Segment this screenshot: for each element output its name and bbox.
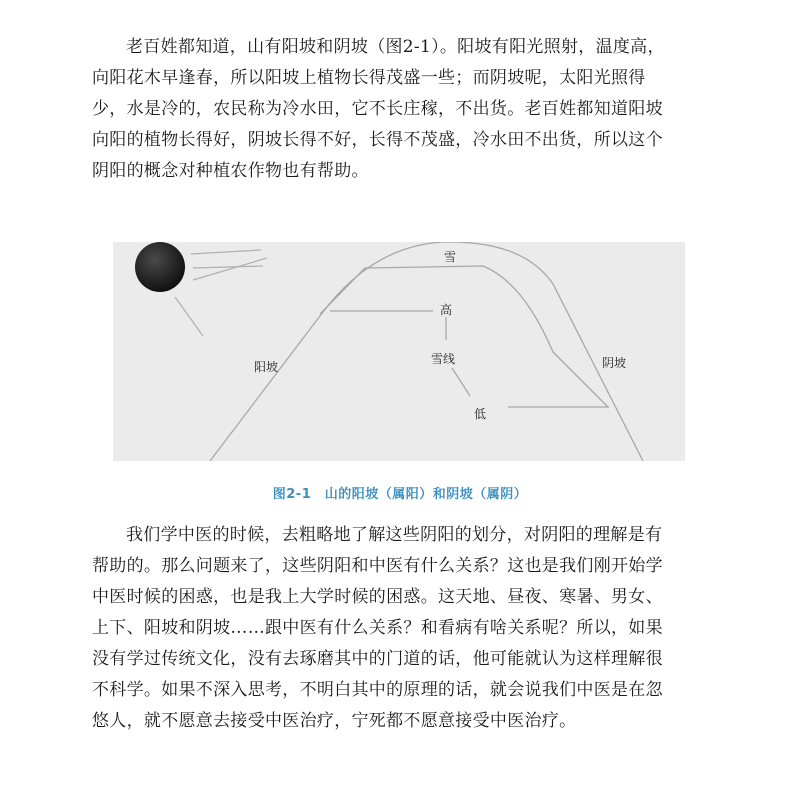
shady-slope-label: 阴坡 — [602, 356, 627, 370]
sun-ray — [191, 250, 261, 254]
paragraph-2 — [92, 520, 702, 737]
paragraph-1-line: 阴阳的概念对种植农作物也有帮助。 — [92, 161, 369, 181]
snow-label: 雪 — [444, 250, 457, 264]
snowline-label: 雪线 — [431, 352, 456, 366]
sun-rays — [175, 250, 267, 336]
paragraph-2-line: 我们学中医的时候，去粗略地了解这些阴阳的划分，对阴阳的理解是有 — [126, 525, 663, 545]
paragraph-2-line: 上下、阳坡和阴坡……跟中医有什么关系？和看病有啥关系呢？所以，如果 — [92, 618, 663, 638]
snowline-low-connector — [452, 368, 470, 396]
sun-ray — [175, 297, 203, 336]
low-label: 低 — [474, 407, 487, 421]
paragraph-1 — [92, 32, 702, 187]
paragraph-1-line: 少，水是冷的，农民称为冷水田，它不长庄稼，不出货。老百姓都知道阳坡 — [92, 99, 663, 119]
paragraph-2-line: 悠人，就不愿意去接受中医治疗，宁死都不愿意接受中医治疗。 — [92, 711, 577, 731]
sunny-slope-label: 阳坡 — [254, 360, 279, 374]
paragraph-2-line: 不科学。如果不深入思考，不明白其中的原理的话，就会说我们中医是在忽 — [92, 680, 663, 700]
outer-ridge-line — [210, 242, 643, 461]
paragraph-1-line: 向阳的植物长得好，阴坡长得不好，长得不茂盛，冷水田不出货，所以这个 — [92, 130, 663, 150]
paragraph-1-line: 向阳花木早逢春，所以阳坡上植物长得茂盛一些；而阴坡呢，太阳光照得 — [92, 68, 646, 88]
paragraph-2-line: 中医时候的困惑，也是我上大学时候的困惑。这天地、昼夜、寒暑、男女、 — [92, 587, 663, 607]
mountain-slope-figure — [113, 242, 685, 461]
sun-icon — [135, 242, 185, 292]
mountain-outline — [210, 242, 643, 461]
paragraph-1-line: 老百姓都知道，山有阳坡和阴坡（图2-1）。阳坡有阳光照射，温度高， — [126, 37, 665, 57]
figure-caption: 图2-1 山的阳坡（属阳）和阴坡（属阴） — [272, 487, 528, 502]
mountain-diagram — [113, 242, 685, 461]
paragraph-2-line: 帮助的。那么问题来了，这些阴阳和中医有什么关系？这也是我们刚开始学 — [92, 556, 663, 576]
sun-ray — [193, 258, 267, 280]
sun-ray — [193, 266, 263, 268]
paragraph-2-line: 没有学过传统文化，没有去琢磨其中的门道的话，他可能就认为这样理解很 — [92, 649, 663, 669]
high-label: 高 — [440, 303, 453, 317]
